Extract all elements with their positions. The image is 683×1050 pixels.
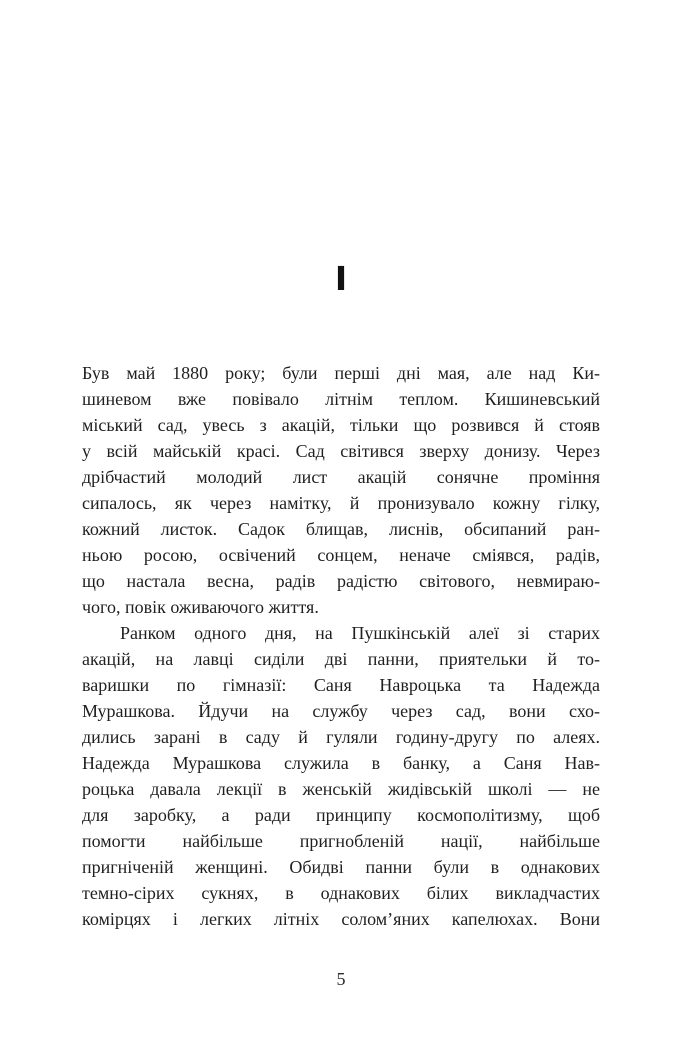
text-line: Надежда Мурашкова служила в банку, а Саня Нав- xyxy=(82,753,600,773)
chapter-number-heading: I xyxy=(334,259,348,298)
text-line: пригніченій женщині. Обидві панни були в однакових xyxy=(82,857,600,877)
text-line: сипалось, як через намітку, й пронизувало кожну гілку, xyxy=(82,493,600,513)
text-line: комірцях і легких літніх солом’яних капелюхах. Вони xyxy=(82,909,600,929)
text-line: у всій майській красі. Сад світився зверху донизу. Через xyxy=(82,441,600,461)
text-line: помогти найбільше пригнобленій нації, найбільше xyxy=(82,831,600,851)
text-line: для заробку, а ради принципу космополітизму, щоб xyxy=(82,805,600,825)
text-block xyxy=(82,360,600,932)
text-line: ньою росою, освічений сонцем, неначе сміявся, радів, xyxy=(82,545,600,565)
text-line: дились зарані в саду й гуляли годину-другу по алеях. xyxy=(82,727,600,747)
text-line: кожний листок. Садок блищав, лиснів, обсипаний ран- xyxy=(82,519,600,539)
text-line: Мурашкова. Йдучи на службу через сад, вони схо- xyxy=(82,701,600,721)
text-line: темно-сірих сукнях, в однакових білих викладчастих xyxy=(82,883,600,903)
text-line: чого, повік оживаючого життя. xyxy=(82,597,319,617)
text-line: шиневом вже повівало літнім теплом. Кишиневський xyxy=(82,389,600,409)
text-line: що настала весна, радів радістю світового, невмираю- xyxy=(82,571,600,591)
page-number: 5 xyxy=(336,969,346,989)
text-line: Ранком одного дня, на Пушкінській алеї зі старих xyxy=(120,623,600,643)
text-line: акацій, на лавці сиділи дві панни, приятельки й то- xyxy=(82,649,600,669)
text-line: варишки по гімназії: Саня Навроцька та Надежда xyxy=(82,675,600,695)
text-line: міський сад, увесь з акацій, тільки що розвився й стояв xyxy=(82,415,600,435)
text-line: Був май 1880 року; були перші дні мая, але над Ки- xyxy=(82,363,600,383)
text-line: дрібчастий молодий лист акацій сонячне проміння xyxy=(82,467,600,487)
text-line: роцька давала лекції в женській жидівській школі — не xyxy=(82,779,600,799)
